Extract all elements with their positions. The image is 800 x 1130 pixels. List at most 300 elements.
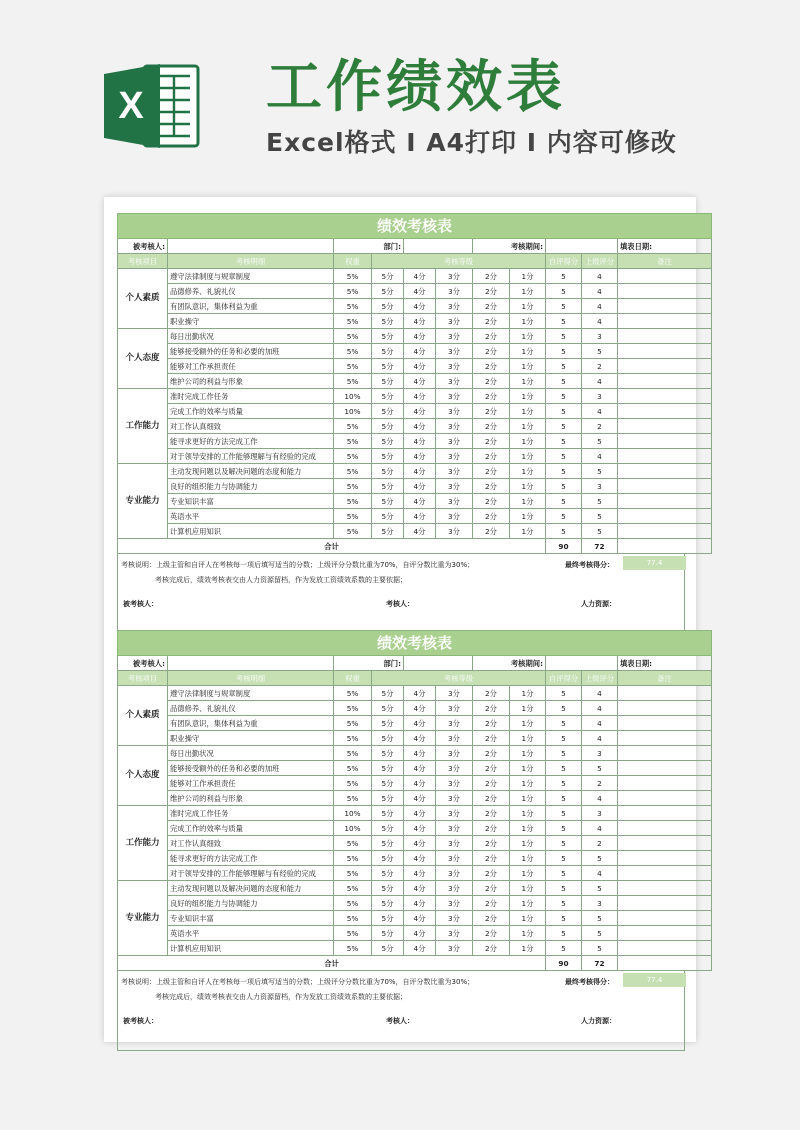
level-option-cell[interactable]: 5分 [372, 479, 404, 494]
level-option-cell[interactable]: 4分 [404, 314, 436, 329]
assessee-field[interactable] [168, 239, 334, 254]
level-option-cell[interactable]: 2分 [473, 881, 510, 896]
level-option-cell[interactable]: 3分 [436, 449, 473, 464]
remark-cell[interactable] [618, 344, 712, 359]
level-option-cell[interactable]: 3分 [436, 509, 473, 524]
self-score-cell[interactable]: 5 [546, 806, 582, 821]
department-field[interactable] [404, 239, 473, 254]
level-option-cell[interactable]: 5分 [372, 776, 404, 791]
level-option-cell[interactable]: 1分 [510, 479, 546, 494]
supervisor-score-cell[interactable]: 3 [582, 806, 618, 821]
remark-cell[interactable] [618, 419, 712, 434]
level-option-cell[interactable]: 1分 [510, 701, 546, 716]
self-score-cell[interactable]: 5 [546, 761, 582, 776]
remark-cell[interactable] [618, 374, 712, 389]
level-option-cell[interactable]: 4分 [404, 389, 436, 404]
level-option-cell[interactable]: 4分 [404, 866, 436, 881]
level-option-cell[interactable]: 1分 [510, 389, 546, 404]
remark-cell[interactable] [618, 911, 712, 926]
level-option-cell[interactable]: 2分 [473, 716, 510, 731]
level-option-cell[interactable]: 3分 [436, 761, 473, 776]
level-option-cell[interactable]: 4分 [404, 941, 436, 956]
level-option-cell[interactable]: 2分 [473, 344, 510, 359]
level-option-cell[interactable]: 4分 [404, 359, 436, 374]
level-option-cell[interactable]: 4分 [404, 851, 436, 866]
level-option-cell[interactable]: 5分 [372, 494, 404, 509]
level-option-cell[interactable]: 2分 [473, 791, 510, 806]
level-option-cell[interactable]: 1分 [510, 746, 546, 761]
level-option-cell[interactable]: 5分 [372, 374, 404, 389]
supervisor-score-cell[interactable]: 4 [582, 716, 618, 731]
level-option-cell[interactable]: 4分 [404, 731, 436, 746]
level-option-cell[interactable]: 3分 [436, 524, 473, 539]
level-option-cell[interactable]: 1分 [510, 941, 546, 956]
supervisor-score-cell[interactable]: 4 [582, 449, 618, 464]
supervisor-score-cell[interactable]: 3 [582, 746, 618, 761]
level-option-cell[interactable]: 2分 [473, 479, 510, 494]
level-option-cell[interactable]: 1分 [510, 359, 546, 374]
supervisor-score-cell[interactable]: 5 [582, 941, 618, 956]
level-option-cell[interactable]: 5分 [372, 941, 404, 956]
level-option-cell[interactable]: 2分 [473, 419, 510, 434]
level-option-cell[interactable]: 4分 [404, 821, 436, 836]
supervisor-score-cell[interactable]: 3 [582, 479, 618, 494]
level-option-cell[interactable]: 3分 [436, 791, 473, 806]
level-option-cell[interactable]: 4分 [404, 836, 436, 851]
level-option-cell[interactable]: 4分 [404, 716, 436, 731]
level-option-cell[interactable]: 3分 [436, 494, 473, 509]
self-score-cell[interactable]: 5 [546, 731, 582, 746]
level-option-cell[interactable]: 1分 [510, 464, 546, 479]
self-score-cell[interactable]: 5 [546, 299, 582, 314]
level-option-cell[interactable]: 2分 [473, 911, 510, 926]
level-option-cell[interactable]: 2分 [473, 374, 510, 389]
level-option-cell[interactable]: 3分 [436, 464, 473, 479]
self-score-cell[interactable]: 5 [546, 911, 582, 926]
level-option-cell[interactable]: 1分 [510, 881, 546, 896]
level-option-cell[interactable]: 4分 [404, 479, 436, 494]
self-score-cell[interactable]: 5 [546, 866, 582, 881]
level-option-cell[interactable]: 3分 [436, 686, 473, 701]
supervisor-score-cell[interactable]: 2 [582, 776, 618, 791]
level-option-cell[interactable]: 2分 [473, 851, 510, 866]
level-option-cell[interactable]: 1分 [510, 836, 546, 851]
level-option-cell[interactable]: 1分 [510, 896, 546, 911]
remark-cell[interactable] [618, 866, 712, 881]
remark-cell[interactable] [618, 701, 712, 716]
level-option-cell[interactable]: 2分 [473, 701, 510, 716]
self-score-cell[interactable]: 5 [546, 686, 582, 701]
level-option-cell[interactable]: 1分 [510, 269, 546, 284]
level-option-cell[interactable]: 2分 [473, 449, 510, 464]
level-option-cell[interactable]: 3分 [436, 314, 473, 329]
level-option-cell[interactable]: 2分 [473, 776, 510, 791]
self-score-cell[interactable]: 5 [546, 314, 582, 329]
level-option-cell[interactable]: 3分 [436, 746, 473, 761]
level-option-cell[interactable]: 1分 [510, 284, 546, 299]
self-score-cell[interactable]: 5 [546, 494, 582, 509]
level-option-cell[interactable]: 4分 [404, 524, 436, 539]
remark-cell[interactable] [618, 926, 712, 941]
remark-cell[interactable] [618, 389, 712, 404]
level-option-cell[interactable]: 2分 [473, 821, 510, 836]
remark-cell[interactable] [618, 686, 712, 701]
remark-cell[interactable] [618, 404, 712, 419]
level-option-cell[interactable]: 1分 [510, 434, 546, 449]
self-score-cell[interactable]: 5 [546, 881, 582, 896]
supervisor-score-cell[interactable]: 5 [582, 344, 618, 359]
level-option-cell[interactable]: 1分 [510, 419, 546, 434]
level-option-cell[interactable]: 5分 [372, 404, 404, 419]
level-option-cell[interactable]: 4分 [404, 911, 436, 926]
level-option-cell[interactable]: 3分 [436, 374, 473, 389]
level-option-cell[interactable]: 1分 [510, 449, 546, 464]
level-option-cell[interactable]: 4分 [404, 329, 436, 344]
self-score-cell[interactable]: 5 [546, 404, 582, 419]
level-option-cell[interactable]: 1分 [510, 866, 546, 881]
level-option-cell[interactable]: 4分 [404, 284, 436, 299]
level-option-cell[interactable]: 4分 [404, 404, 436, 419]
remark-cell[interactable] [618, 731, 712, 746]
level-option-cell[interactable]: 4分 [404, 449, 436, 464]
level-option-cell[interactable]: 3分 [436, 716, 473, 731]
level-option-cell[interactable]: 1分 [510, 299, 546, 314]
supervisor-score-cell[interactable]: 4 [582, 686, 618, 701]
supervisor-score-cell[interactable]: 4 [582, 404, 618, 419]
supervisor-score-cell[interactable]: 5 [582, 509, 618, 524]
category-cell: 个人素质 [118, 269, 168, 329]
supervisor-score-cell[interactable]: 2 [582, 419, 618, 434]
level-option-cell[interactable]: 5分 [372, 866, 404, 881]
self-score-cell[interactable]: 5 [546, 344, 582, 359]
remark-cell[interactable] [618, 464, 712, 479]
level-option-cell[interactable]: 3分 [436, 926, 473, 941]
level-option-cell[interactable]: 3分 [436, 284, 473, 299]
supervisor-score-cell[interactable]: 4 [582, 314, 618, 329]
col-header-remark: 备注 [618, 671, 712, 686]
level-option-cell[interactable]: 4分 [404, 686, 436, 701]
level-option-cell[interactable]: 2分 [473, 314, 510, 329]
remark-cell[interactable] [618, 314, 712, 329]
supervisor-score-cell[interactable]: 5 [582, 881, 618, 896]
level-option-cell[interactable]: 4分 [404, 926, 436, 941]
level-option-cell[interactable]: 1分 [510, 374, 546, 389]
level-option-cell[interactable]: 4分 [404, 896, 436, 911]
self-score-cell[interactable]: 5 [546, 419, 582, 434]
supervisor-score-cell[interactable]: 4 [582, 866, 618, 881]
level-option-cell[interactable]: 1分 [510, 911, 546, 926]
level-option-cell[interactable]: 5分 [372, 389, 404, 404]
level-option-cell[interactable]: 4分 [404, 374, 436, 389]
level-option-cell[interactable]: 5分 [372, 524, 404, 539]
department-field[interactable] [404, 656, 473, 671]
level-option-cell[interactable]: 5分 [372, 896, 404, 911]
level-option-cell[interactable]: 1分 [510, 926, 546, 941]
level-option-cell[interactable]: 5分 [372, 806, 404, 821]
level-option-cell[interactable]: 2分 [473, 926, 510, 941]
supervisor-score-cell[interactable]: 4 [582, 701, 618, 716]
level-option-cell[interactable]: 4分 [404, 746, 436, 761]
self-score-cell[interactable]: 5 [546, 701, 582, 716]
level-option-cell[interactable]: 2分 [473, 761, 510, 776]
level-option-cell[interactable]: 2分 [473, 731, 510, 746]
level-option-cell[interactable]: 5分 [372, 344, 404, 359]
level-option-cell[interactable]: 4分 [404, 434, 436, 449]
remark-cell[interactable] [618, 329, 712, 344]
remark-cell[interactable] [618, 479, 712, 494]
level-option-cell[interactable]: 3分 [436, 941, 473, 956]
level-option-cell[interactable]: 1分 [510, 731, 546, 746]
level-option-cell[interactable]: 1分 [510, 686, 546, 701]
level-option-cell[interactable]: 1分 [510, 716, 546, 731]
level-option-cell[interactable]: 1分 [510, 509, 546, 524]
supervisor-score-cell[interactable]: 5 [582, 464, 618, 479]
level-option-cell[interactable]: 5分 [372, 686, 404, 701]
self-score-cell[interactable]: 5 [546, 359, 582, 374]
level-option-cell[interactable]: 5分 [372, 701, 404, 716]
period-field[interactable] [546, 656, 618, 671]
self-score-cell[interactable]: 5 [546, 836, 582, 851]
assessee-field[interactable] [168, 656, 334, 671]
level-option-cell[interactable]: 1分 [510, 821, 546, 836]
level-option-cell[interactable]: 5分 [372, 746, 404, 761]
level-option-cell[interactable]: 5分 [372, 926, 404, 941]
remark-cell[interactable] [618, 284, 712, 299]
supervisor-score-cell[interactable]: 5 [582, 434, 618, 449]
level-option-cell[interactable]: 4分 [404, 509, 436, 524]
remark-cell[interactable] [618, 509, 712, 524]
level-option-cell[interactable]: 5分 [372, 284, 404, 299]
remark-cell[interactable] [618, 524, 712, 539]
remark-cell[interactable] [618, 299, 712, 314]
detail-cell: 职业操守 [168, 731, 334, 746]
period-field[interactable] [546, 239, 618, 254]
level-option-cell[interactable]: 5分 [372, 299, 404, 314]
self-score-cell[interactable]: 5 [546, 434, 582, 449]
level-option-cell[interactable]: 1分 [510, 806, 546, 821]
level-option-cell[interactable]: 4分 [404, 881, 436, 896]
self-score-cell[interactable]: 5 [546, 941, 582, 956]
level-option-cell[interactable]: 4分 [404, 806, 436, 821]
remark-cell[interactable] [618, 776, 712, 791]
supervisor-score-cell[interactable]: 2 [582, 359, 618, 374]
self-score-cell[interactable]: 5 [546, 269, 582, 284]
level-option-cell[interactable]: 4分 [404, 269, 436, 284]
level-option-cell[interactable]: 5分 [372, 329, 404, 344]
supervisor-score-cell[interactable]: 4 [582, 731, 618, 746]
level-option-cell[interactable]: 1分 [510, 329, 546, 344]
remark-cell[interactable] [618, 791, 712, 806]
level-option-cell[interactable]: 3分 [436, 404, 473, 419]
level-option-cell[interactable]: 2分 [473, 866, 510, 881]
level-option-cell[interactable]: 3分 [436, 881, 473, 896]
level-option-cell[interactable]: 5分 [372, 881, 404, 896]
category-cell: 专业能力 [118, 881, 168, 956]
level-option-cell[interactable]: 2分 [473, 806, 510, 821]
self-score-cell[interactable]: 5 [546, 851, 582, 866]
level-option-cell[interactable]: 3分 [436, 806, 473, 821]
level-option-cell[interactable]: 5分 [372, 314, 404, 329]
remark-cell[interactable] [618, 494, 712, 509]
supervisor-score-cell[interactable]: 5 [582, 761, 618, 776]
level-option-cell[interactable]: 2分 [473, 464, 510, 479]
supervisor-score-cell[interactable]: 5 [582, 524, 618, 539]
level-option-cell[interactable]: 2分 [473, 494, 510, 509]
level-option-cell[interactable]: 1分 [510, 524, 546, 539]
level-option-cell[interactable]: 4分 [404, 791, 436, 806]
level-option-cell[interactable]: 2分 [473, 404, 510, 419]
self-score-cell[interactable]: 5 [546, 509, 582, 524]
level-option-cell[interactable]: 3分 [436, 359, 473, 374]
remark-cell[interactable] [618, 434, 712, 449]
supervisor-score-cell[interactable]: 2 [582, 836, 618, 851]
self-score-cell[interactable]: 5 [546, 926, 582, 941]
level-option-cell[interactable]: 4分 [404, 761, 436, 776]
level-option-cell[interactable]: 3分 [436, 419, 473, 434]
self-score-cell[interactable]: 5 [546, 524, 582, 539]
level-option-cell[interactable]: 3分 [436, 836, 473, 851]
level-option-cell[interactable]: 1分 [510, 344, 546, 359]
supervisor-score-cell[interactable]: 4 [582, 299, 618, 314]
level-option-cell[interactable]: 5分 [372, 791, 404, 806]
level-option-cell[interactable]: 4分 [404, 776, 436, 791]
level-option-cell[interactable]: 2分 [473, 269, 510, 284]
supervisor-score-cell[interactable]: 4 [582, 269, 618, 284]
level-option-cell[interactable]: 3分 [436, 269, 473, 284]
level-option-cell[interactable]: 4分 [404, 344, 436, 359]
supervisor-score-cell[interactable]: 5 [582, 911, 618, 926]
level-option-cell[interactable]: 5分 [372, 419, 404, 434]
level-option-cell[interactable]: 2分 [473, 509, 510, 524]
self-score-cell[interactable]: 5 [546, 791, 582, 806]
self-score-cell[interactable]: 5 [546, 716, 582, 731]
level-option-cell[interactable]: 4分 [404, 701, 436, 716]
level-option-cell[interactable]: 2分 [473, 836, 510, 851]
level-option-cell[interactable]: 3分 [436, 776, 473, 791]
level-option-cell[interactable]: 5分 [372, 269, 404, 284]
remark-cell[interactable] [618, 896, 712, 911]
level-option-cell[interactable]: 2分 [473, 686, 510, 701]
level-option-cell[interactable]: 2分 [473, 434, 510, 449]
self-score-cell[interactable]: 5 [546, 374, 582, 389]
level-option-cell[interactable]: 5分 [372, 911, 404, 926]
supervisor-score-cell[interactable]: 4 [582, 791, 618, 806]
level-option-cell[interactable]: 5分 [372, 821, 404, 836]
remark-cell[interactable] [618, 359, 712, 374]
level-option-cell[interactable]: 3分 [436, 851, 473, 866]
supervisor-score-cell[interactable]: 4 [582, 374, 618, 389]
level-option-cell[interactable]: 1分 [510, 776, 546, 791]
detail-cell: 专业知识丰富 [168, 911, 334, 926]
level-option-cell[interactable]: 3分 [436, 389, 473, 404]
level-option-cell[interactable]: 4分 [404, 494, 436, 509]
level-option-cell[interactable]: 2分 [473, 359, 510, 374]
level-option-cell[interactable]: 5分 [372, 851, 404, 866]
self-score-cell[interactable]: 5 [546, 746, 582, 761]
level-option-cell[interactable]: 4分 [404, 299, 436, 314]
level-option-cell[interactable]: 1分 [510, 494, 546, 509]
level-option-cell[interactable]: 2分 [473, 746, 510, 761]
level-option-cell[interactable]: 2分 [473, 284, 510, 299]
remark-cell[interactable] [618, 851, 712, 866]
self-score-cell[interactable]: 5 [546, 329, 582, 344]
remark-cell[interactable] [618, 716, 712, 731]
level-option-cell[interactable]: 5分 [372, 716, 404, 731]
col-header-remark: 备注 [618, 254, 712, 269]
level-option-cell[interactable]: 5分 [372, 464, 404, 479]
supervisor-score-cell[interactable]: 3 [582, 896, 618, 911]
self-score-cell[interactable]: 5 [546, 776, 582, 791]
remark-cell[interactable] [618, 746, 712, 761]
level-option-cell[interactable]: 5分 [372, 509, 404, 524]
level-option-cell[interactable]: 3分 [436, 329, 473, 344]
level-option-cell[interactable]: 5分 [372, 359, 404, 374]
self-score-cell[interactable]: 5 [546, 389, 582, 404]
level-option-cell[interactable]: 2分 [473, 896, 510, 911]
supervisor-score-cell[interactable]: 5 [582, 494, 618, 509]
level-option-cell[interactable]: 2分 [473, 524, 510, 539]
supervisor-score-cell[interactable]: 3 [582, 389, 618, 404]
level-option-cell[interactable]: 3分 [436, 479, 473, 494]
remark-cell[interactable] [618, 836, 712, 851]
remark-cell[interactable] [618, 761, 712, 776]
self-score-cell[interactable]: 5 [546, 479, 582, 494]
remark-cell[interactable] [618, 941, 712, 956]
level-option-cell[interactable]: 4分 [404, 464, 436, 479]
level-option-cell[interactable]: 2分 [473, 941, 510, 956]
remark-cell[interactable] [618, 821, 712, 836]
remark-cell[interactable] [618, 269, 712, 284]
level-option-cell[interactable]: 5分 [372, 731, 404, 746]
level-option-cell[interactable]: 1分 [510, 761, 546, 776]
supervisor-score-cell[interactable]: 4 [582, 821, 618, 836]
level-option-cell[interactable]: 1分 [510, 791, 546, 806]
remark-cell[interactable] [618, 881, 712, 896]
level-option-cell[interactable]: 5分 [372, 836, 404, 851]
supervisor-score-cell[interactable]: 3 [582, 329, 618, 344]
level-option-cell[interactable]: 1分 [510, 851, 546, 866]
level-option-cell[interactable]: 3分 [436, 299, 473, 314]
remark-cell[interactable] [618, 806, 712, 821]
level-option-cell[interactable]: 5分 [372, 434, 404, 449]
level-option-cell[interactable]: 3分 [436, 701, 473, 716]
level-option-cell[interactable]: 3分 [436, 344, 473, 359]
level-option-cell[interactable]: 2分 [473, 389, 510, 404]
level-option-cell[interactable]: 2分 [473, 299, 510, 314]
supervisor-score-cell[interactable]: 5 [582, 926, 618, 941]
supervisor-score-cell[interactable]: 4 [582, 284, 618, 299]
level-option-cell[interactable]: 5分 [372, 761, 404, 776]
supervisor-score-cell[interactable]: 5 [582, 851, 618, 866]
level-option-cell[interactable]: 2分 [473, 329, 510, 344]
self-score-cell[interactable]: 5 [546, 896, 582, 911]
level-option-cell[interactable]: 5分 [372, 449, 404, 464]
level-option-cell[interactable]: 4分 [404, 419, 436, 434]
level-option-cell[interactable]: 3分 [436, 821, 473, 836]
level-option-cell[interactable]: 1分 [510, 314, 546, 329]
self-score-cell[interactable]: 5 [546, 449, 582, 464]
level-option-cell[interactable]: 3分 [436, 911, 473, 926]
level-option-cell[interactable]: 3分 [436, 866, 473, 881]
self-score-cell[interactable]: 5 [546, 464, 582, 479]
level-option-cell[interactable]: 3分 [436, 896, 473, 911]
level-option-cell[interactable]: 1分 [510, 404, 546, 419]
level-option-cell[interactable]: 3分 [436, 434, 473, 449]
remark-cell[interactable] [618, 449, 712, 464]
level-option-cell[interactable]: 3分 [436, 731, 473, 746]
self-score-cell[interactable]: 5 [546, 821, 582, 836]
self-score-cell[interactable]: 5 [546, 284, 582, 299]
